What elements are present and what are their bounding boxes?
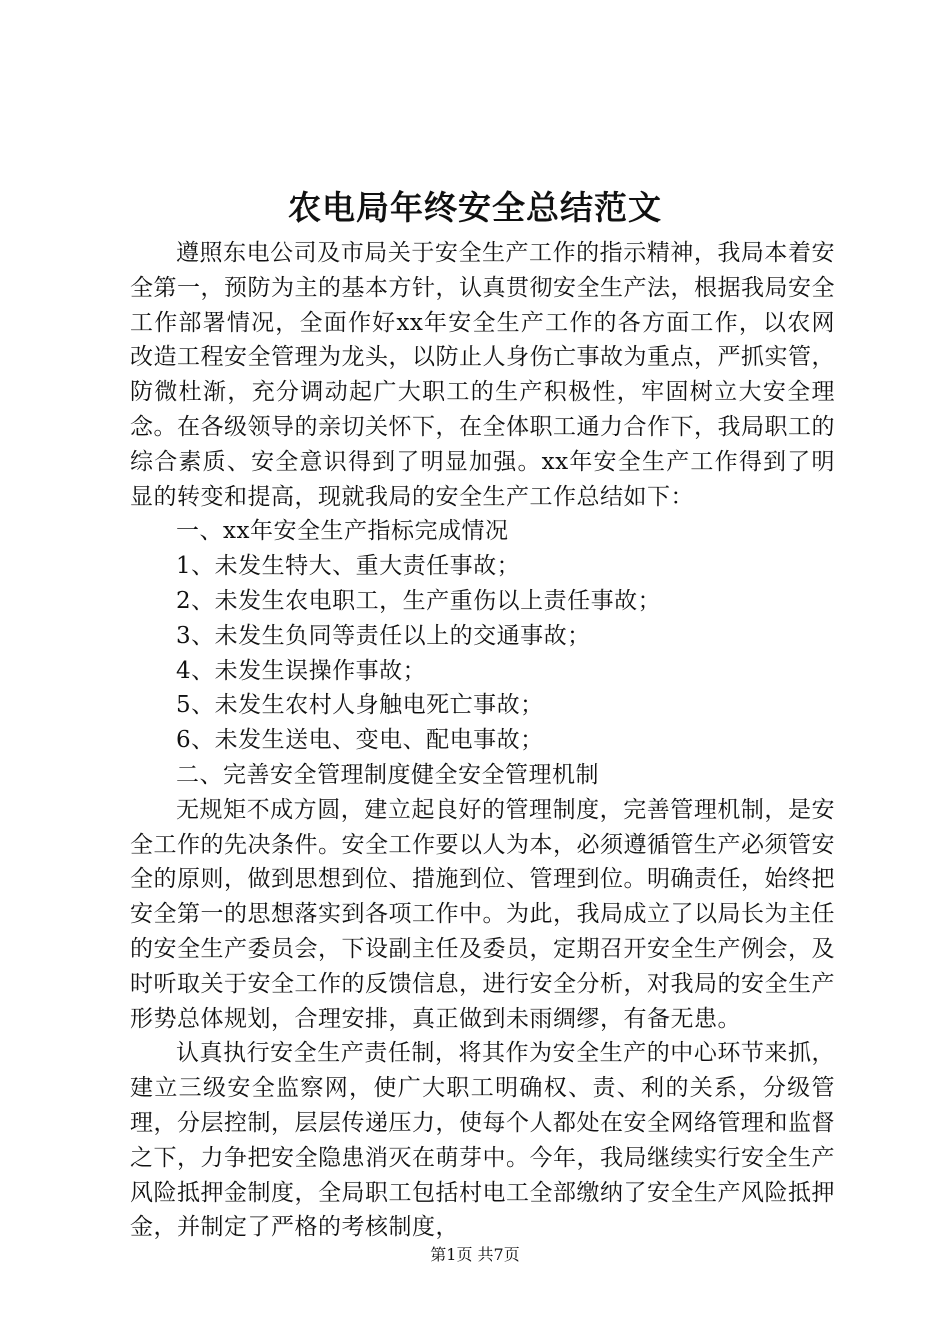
indicator-item: 6、未发生送电、变电、配电事故； [176, 727, 544, 754]
responsibility-paragraph: 认真执行安全生产责任制，将其作为安全生产的中心环节来抓，建立三级安全监察网，使广大职工明确权、责、利的关系，分级管理，分层控制，层层传递压力，使每个人都处在安全网络管理和监督之下，力争把安全隐患消灭在萌芽中。今年，我局继续实行安全生产风险抵押金制度，全局职工包括村电工全部缴纳了安全生产风险抵押金，并制定了严格的考核制度， [130, 1040, 835, 1241]
indicator-item: 1、未发生特大、重大责任事故； [176, 553, 521, 580]
indicator-item: 4、未发生误操作事故； [176, 657, 427, 684]
indicator-item: 5、未发生农村人身触电死亡事故； [176, 692, 544, 719]
indicator-item: 2、未发生农电职工，生产重伤以上责任事故； [176, 587, 662, 614]
page-footer: 第1页 共7页 [430, 1245, 520, 1264]
document-body [130, 236, 835, 1245]
section-heading-management: 二、完善安全管理制度健全安全管理机制 [176, 761, 599, 788]
document-title: 农电局年终安全总结范文 [288, 188, 662, 227]
management-paragraph: 无规矩不成方圆，建立起良好的管理制度，完善管理机制，是安全工作的先决条件。安全工作要以人为本，必须遵循管生产必须管安全的原则，做到思想到位、措施到位、管理到位。明确责任，始终把安全第一的思想落实到各项工作中。为此，我局成立了以局长为主任的安全生产委员会，下设副主任及委员，定期召开安全生产例会，及时听取关于安全工作的反馈信息，进行安全分析，对我局的安全生产形势总体规划，合理安排，真正做到未雨绸缪，有备无患。 [130, 796, 835, 1032]
section-heading-indicators: 一、xx年安全生产指标完成情况 [176, 518, 509, 545]
intro-paragraph: 遵照东电公司及市局关于安全生产工作的指示精神，我局本着安全第一，预防为主的基本方针，认真贯彻安全生产法，根据我局安全工作部署情况，全面作好xx年安全生产工作的各方面工作，以农网改造工程安全管理为龙头，以防止人身伤亡事故为重点，严抓实管，防微杜渐，充分调动起广大职工的生产积极性，牢固树立大安全理念。在各级领导的亲切关怀下，在全体职工通力合作下，我局职工的综合素质、安全意识得到了明显加强。xx年安全生产工作得到了明显的转变和提高，现就我局的安全生产工作总结如下： [130, 240, 835, 510]
indicator-item: 3、未发生负同等责任以上的交通事故； [176, 622, 591, 649]
